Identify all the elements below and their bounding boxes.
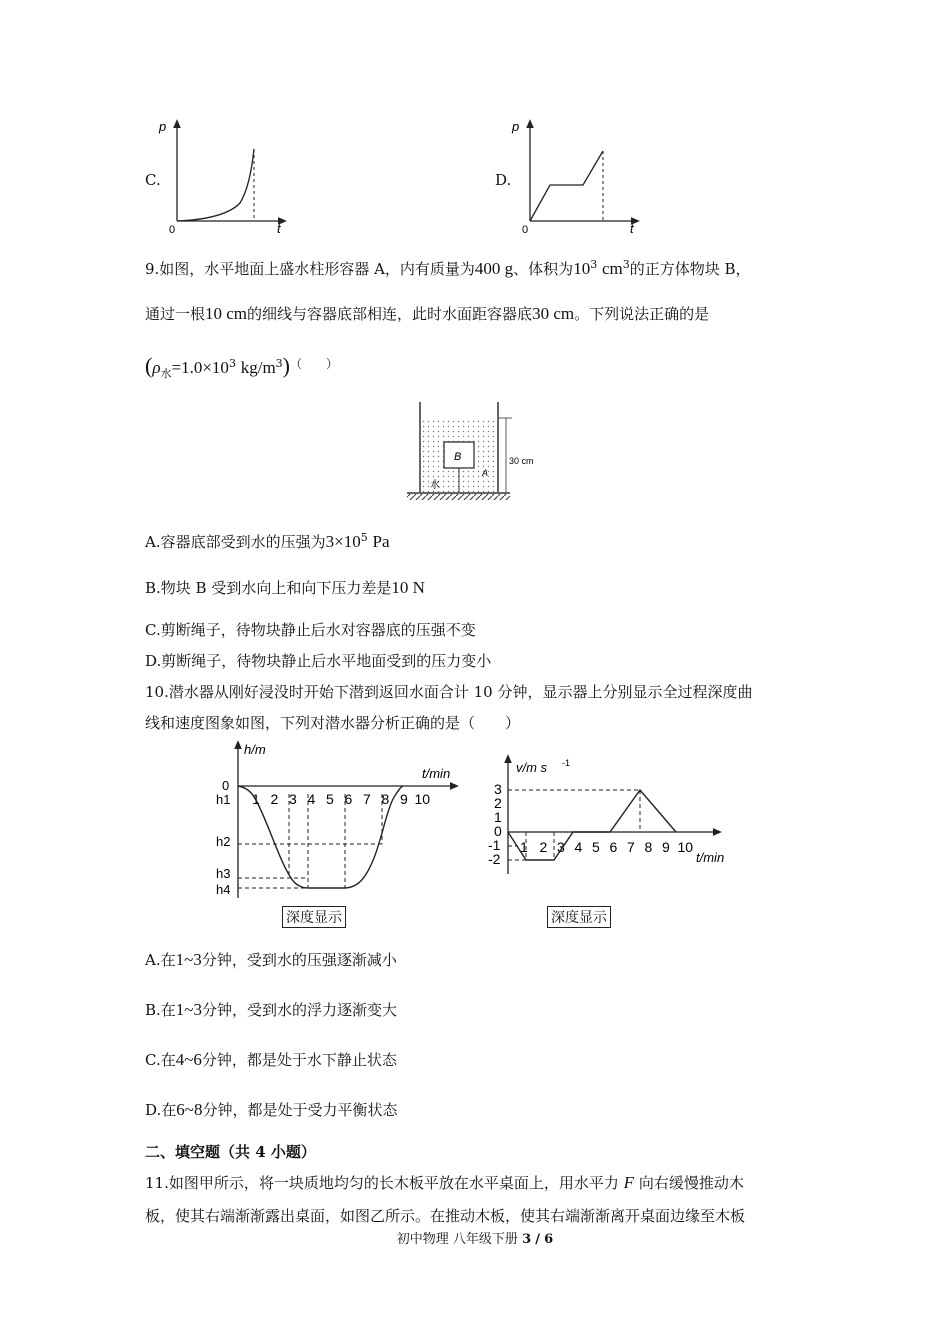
vel-xtick-8: 8 — [644, 839, 653, 855]
depth-ytick-h3: h3 — [216, 866, 231, 881]
depth-xtick-6: 6 — [344, 791, 353, 807]
fig-water-label: 水 — [430, 480, 440, 491]
q11-line2: 板，使其右端渐渐露出桌面，如图乙所示。在推动木板，使其右端渐渐离开桌面边缘至木板 — [145, 1207, 746, 1225]
graph-d-t: t — [630, 221, 634, 235]
depth-xtick-7: 7 — [363, 791, 371, 807]
q9-option-b: B.物块 B 受到水向上和向下压力差是10 N — [145, 578, 425, 597]
vel-xtick-1: 1 — [520, 839, 528, 855]
graph-c — [155, 115, 290, 235]
q10-line2: 线和速度图象如图，下列对潜水器分析正确的是（ ） — [145, 714, 521, 732]
vel-xtick-3: 3 — [557, 839, 565, 855]
graph-c-t: t — [277, 221, 281, 235]
q10-option-d: D.在6~8分钟，都是处于受力平衡状态 — [145, 1100, 398, 1119]
vel-ylabel-exp: -1 — [562, 758, 571, 768]
vel-ytick-0: 0 — [494, 823, 502, 839]
vel-xtick-6: 6 — [609, 839, 618, 855]
depth-ytick-0: 0 — [222, 778, 230, 793]
depth-xtick-9: 9 — [400, 791, 408, 807]
graph-d — [508, 115, 643, 235]
q10-option-b: B.在1~3分钟，受到水的浮力逐渐变大 — [145, 1000, 398, 1019]
depth-ylabel: h/m — [244, 742, 266, 757]
vel-ytick-1: 1 — [494, 809, 502, 825]
q10-option-c: C.在4~6分钟，都是处于水下静止状态 — [145, 1050, 397, 1069]
vel-ylabel: v/m s — [516, 760, 548, 775]
q9-option-c: C.剪断绳子，待物块静止后水对容器底的压强不变 — [145, 621, 476, 639]
depth-xtick-10: 10 — [414, 791, 431, 807]
vel-ytick-3: 3 — [494, 781, 502, 797]
depth-xlabel: t/min — [422, 766, 451, 781]
vel-xlabel: t/min — [696, 850, 725, 865]
graph-c-origin: 0 — [169, 224, 176, 235]
page-footer: 初中物理 八年级下册 3 / 6 — [396, 1232, 554, 1247]
depth-xtick-8: 8 — [381, 791, 390, 807]
depth-xtick-2: 2 — [270, 791, 279, 807]
q10-option-a: A.在1~3分钟，受到水的压强逐渐减小 — [145, 950, 397, 969]
vel-xtick-2: 2 — [539, 839, 548, 855]
depth-xtick-3: 3 — [289, 791, 297, 807]
vel-xtick-9: 9 — [662, 839, 670, 855]
fig-a-label: A — [482, 468, 489, 478]
q9-container-figure — [402, 400, 552, 502]
depth-xtick-5: 5 — [326, 791, 334, 807]
vel-xtick-7: 7 — [627, 839, 635, 855]
vel-xtick-4: 4 — [574, 839, 583, 855]
depth-ytick-h1: h1 — [216, 792, 231, 807]
depth-xtick-4: 4 — [307, 791, 316, 807]
q11-line1: 11.如图甲所示，将一块质地均匀的长木板平放在水平桌面上，用水平力 F 向右缓慢推动木 — [145, 1173, 744, 1192]
q9-line1: 9.如图，水平地面上盛水柱形容器 A，内有质量为400 g、体积为$10^3$ $cm^3$的正方体物块 B， — [145, 258, 751, 278]
graph-d-origin: 0 — [522, 224, 529, 235]
graph-c-p: p — [159, 119, 167, 134]
vel-ytick-2: 2 — [494, 795, 502, 811]
q9-density: ($\rho_水=1.0\times 10^3$ $kg/m^3)^{( )}$ — [145, 353, 339, 380]
velocity-caption: 深度显示 — [547, 906, 611, 928]
q9-option-a: A.容器底部受到水的压强为$3\times 10^5$ Pa — [145, 531, 390, 551]
fig-30cm-label: 30 cm — [509, 456, 534, 466]
vel-ytick--1: -1 — [488, 837, 501, 853]
fig-b-label: B — [454, 451, 462, 463]
option-d-label: D. — [495, 171, 512, 189]
depth-ytick-h2: h2 — [216, 834, 231, 849]
graph-d-p: p — [512, 119, 520, 134]
vel-xtick-5: 5 — [592, 839, 600, 855]
q9-option-d: D.剪断绳子，待物块静止后水平地面受到的压力变小 — [145, 652, 492, 670]
vel-xtick-10: 10 — [677, 839, 694, 855]
velocity-graph — [478, 752, 738, 902]
vel-xtick-group — [520, 839, 693, 855]
vel-ytick--2: -2 — [488, 851, 501, 867]
depth-xtick-group — [252, 791, 430, 807]
option-c-label: C. — [145, 171, 161, 189]
depth-ytick-h4: h4 — [216, 882, 231, 897]
vel-ytick-group — [488, 781, 502, 867]
depth-caption: 深度显示 — [282, 906, 346, 928]
q10-line1: 10.潜水器从刚好浸没时开始下潜到返回水面合计 10 分钟，显示器上分别显示全过程深度曲 — [145, 683, 753, 701]
section-heading: 二、填空题（共 4 小题） — [145, 1143, 316, 1161]
depth-graph — [210, 738, 470, 933]
q9-line2: 通过一根10 cm的细线与容器底部相连，此时水面距容器底30 cm。下列说法正确的是 — [145, 304, 710, 323]
depth-xtick-1: 1 — [252, 791, 260, 807]
